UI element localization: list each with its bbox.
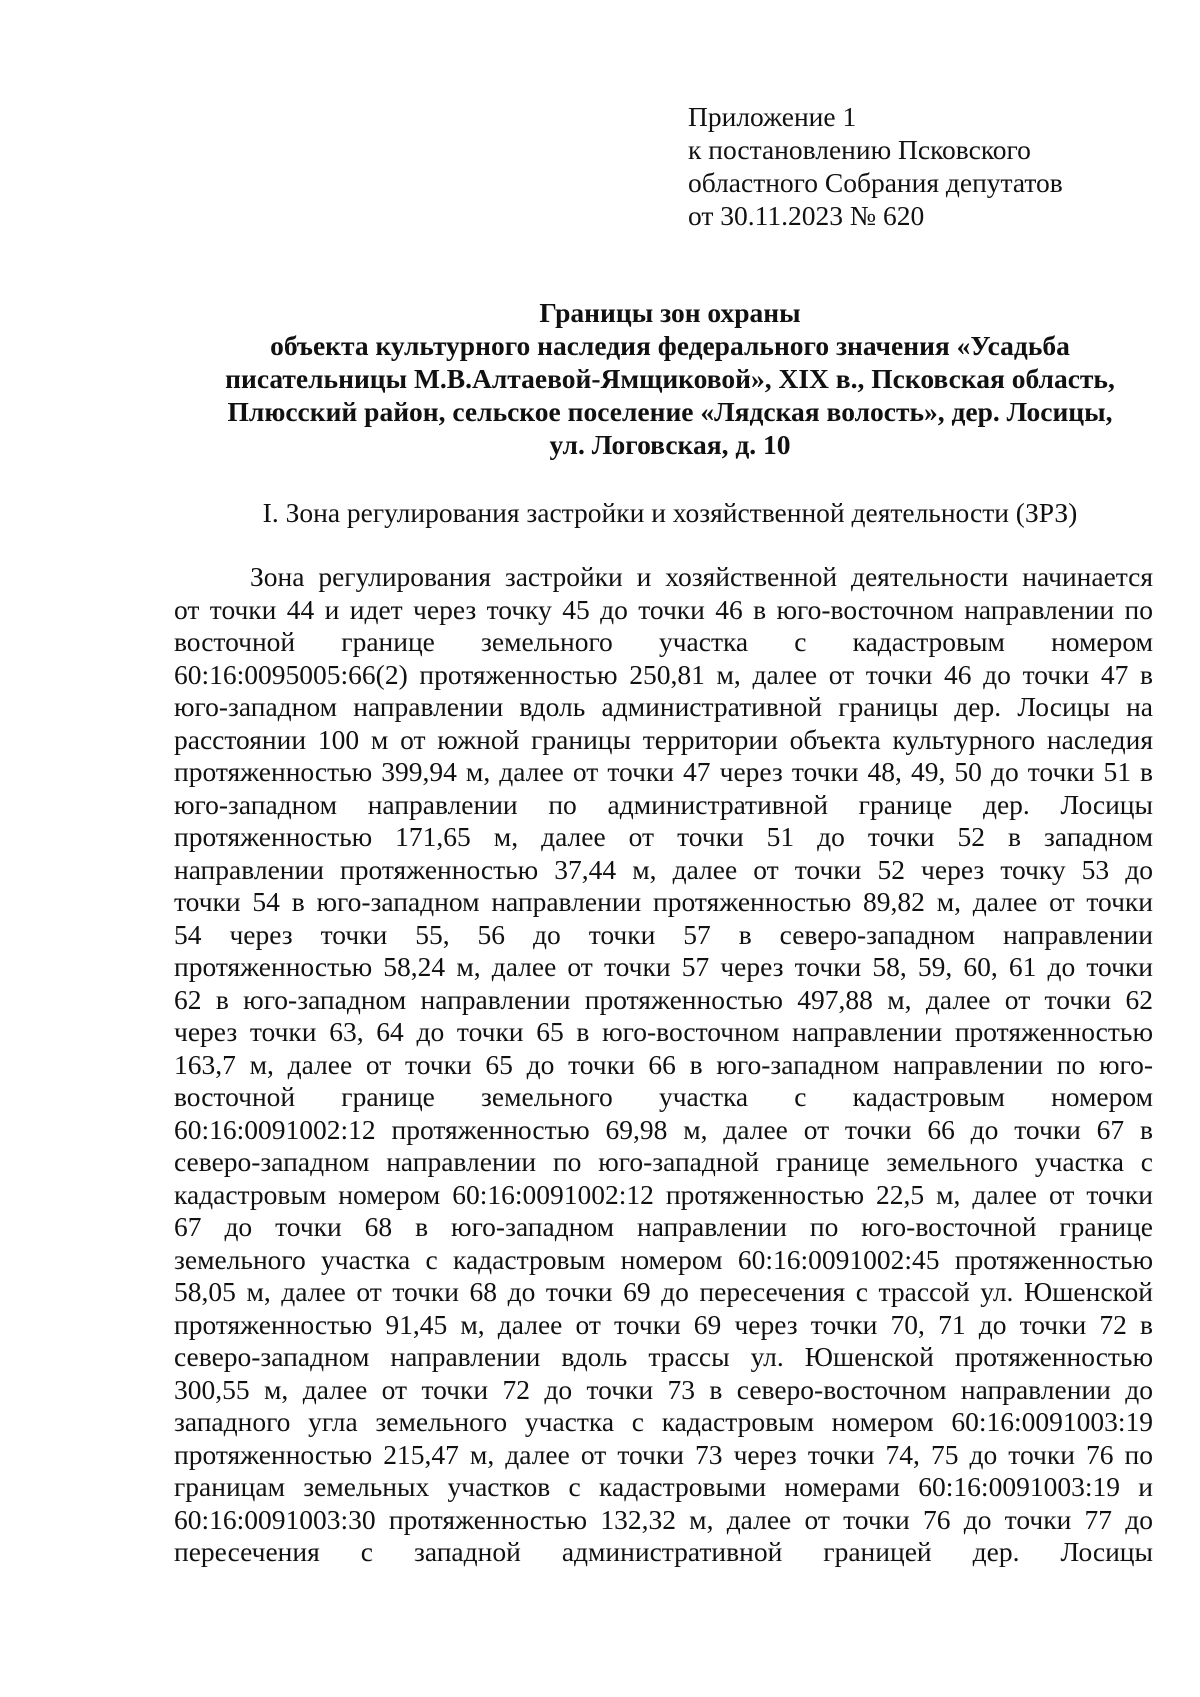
title-line: объекта культурного наследия федерального значения «Усадьба: [270, 330, 1070, 361]
appendix-line: от 30.11.2023 № 620: [688, 200, 925, 231]
appendix-header: [688, 100, 1108, 232]
title-line: писательницы М.В.Алтаевой-Ямщиковой», XIX в., Псковская область,: [225, 363, 1115, 394]
body-line: 58,05 м, далее от точки 68 до точки 69 до пересечения с трассой ул. Юшенской: [174, 1276, 1153, 1307]
appendix-line: к постановлению Псковского: [688, 134, 1031, 165]
body-line: от точки 44 и идет через точку 45 до точки 46 в юго-восточном направлении по: [174, 593, 1153, 625]
title-line: Границы зон охраны: [539, 297, 801, 328]
body-line: 54 через точки 55, 56 до точки 57 в северо-западном направлении: [174, 918, 1153, 950]
body-line: через точки 63, 64 до точки 65 в юго-восточном направлении протяженностью: [174, 1016, 1153, 1047]
body-line: восточной границе земельного участка с кадастровым номером: [174, 1081, 1153, 1112]
body-line: юго-западном направлении вдоль административной границы дер. Лосицы на: [174, 691, 1153, 722]
body-line: юго-западном направлении по административной границе дер. Лосицы: [174, 788, 1153, 820]
title-line: ул. Логовская, д. 10: [549, 429, 791, 460]
body-line: северо-западном направлении по юго-западной границе земельного участка с: [174, 1146, 1153, 1177]
body-line: 60:16:0091002:12 протяженностью 69,98 м, далее от точки 66 до точки 67 в: [174, 1113, 1153, 1145]
body-line: точки 54 в юго-западном направлении протяженностью 89,82 м, далее от точки: [174, 886, 1153, 917]
title-line: Плюсский район, сельское поселение «Лядская волость», дер. Лосицы,: [227, 396, 1113, 427]
body-line: протяженностью 91,45 м, далее от точки 69 через точки 70, 71 до точки 72 в: [174, 1308, 1153, 1340]
body-line: 62 в юго-западном направлении протяженностью 497,88 м, далее от точки 62: [174, 983, 1153, 1015]
appendix-line: областного Собрания депутатов: [688, 167, 1063, 198]
body-line: направлении протяженностью 37,44 м, далее от точки 52 через точку 53 до: [174, 853, 1153, 885]
body-line: протяженностью 171,65 м, далее от точки 51 до точки 52 в западном: [174, 821, 1153, 852]
body-line: пересечения с западной административной границей дер. Лосицы: [174, 1536, 1153, 1567]
document-title: [120, 296, 1200, 461]
body-line: 300,55 м, далее от точки 72 до точки 73 в северо-восточном направлении до: [174, 1373, 1153, 1405]
body-line: протяженностью 399,94 м, далее от точки 47 через точки 48, 49, 50 до точки 51 в: [174, 756, 1153, 787]
body-line: протяженностью 215,47 м, далее от точки 73 через точки 74, 75 до точки 76 по: [174, 1438, 1153, 1470]
body-line: 60:16:0095005:66(2) протяженностью 250,81 м, далее от точки 46 до точки 47 в: [174, 658, 1153, 690]
body-line: 163,7 м, далее от точки 65 до точки 66 в юго-западном направлении по юго-: [174, 1048, 1153, 1080]
body-paragraph: [174, 561, 1153, 1569]
body-line: протяженностью 58,24 м, далее от точки 57 через точки 58, 59, 60, 61 до точки: [174, 951, 1153, 982]
body-line: кадастровым номером 60:16:0091002:12 протяженностью 22,5 м, далее от точки: [174, 1178, 1153, 1210]
body-line: 60:16:0091003:30 протяженностью 132,32 м, далее от точки 76 до точки 77 до: [174, 1503, 1153, 1535]
body-line: 67 до точки 68 в юго-западном направлении по юго-восточной границе: [174, 1211, 1153, 1242]
section-heading: I. Зона регулирования застройки и хозяйственной деятельности (ЗРЗ): [262, 497, 1078, 528]
body-line: северо-западном направлении вдоль трассы ул. Юшенской протяженностью: [174, 1341, 1153, 1372]
body-line: границам земельных участков с кадастровыми номерами 60:16:0091003:19 и: [174, 1471, 1153, 1502]
body-line: расстоянии 100 м от южной границы территории объекта культурного наследия: [174, 723, 1153, 755]
appendix-line: Приложение 1: [688, 101, 857, 132]
body-line: Зона регулирования застройки и хозяйственной деятельности начинается: [250, 561, 1153, 592]
body-line: западного угла земельного участка с кадастровым номером 60:16:0091003:19: [174, 1406, 1153, 1437]
body-line: восточной границе земельного участка с кадастровым номером: [174, 626, 1153, 657]
body-line: земельного участка с кадастровым номером 60:16:0091002:45 протяженностью: [174, 1243, 1153, 1275]
